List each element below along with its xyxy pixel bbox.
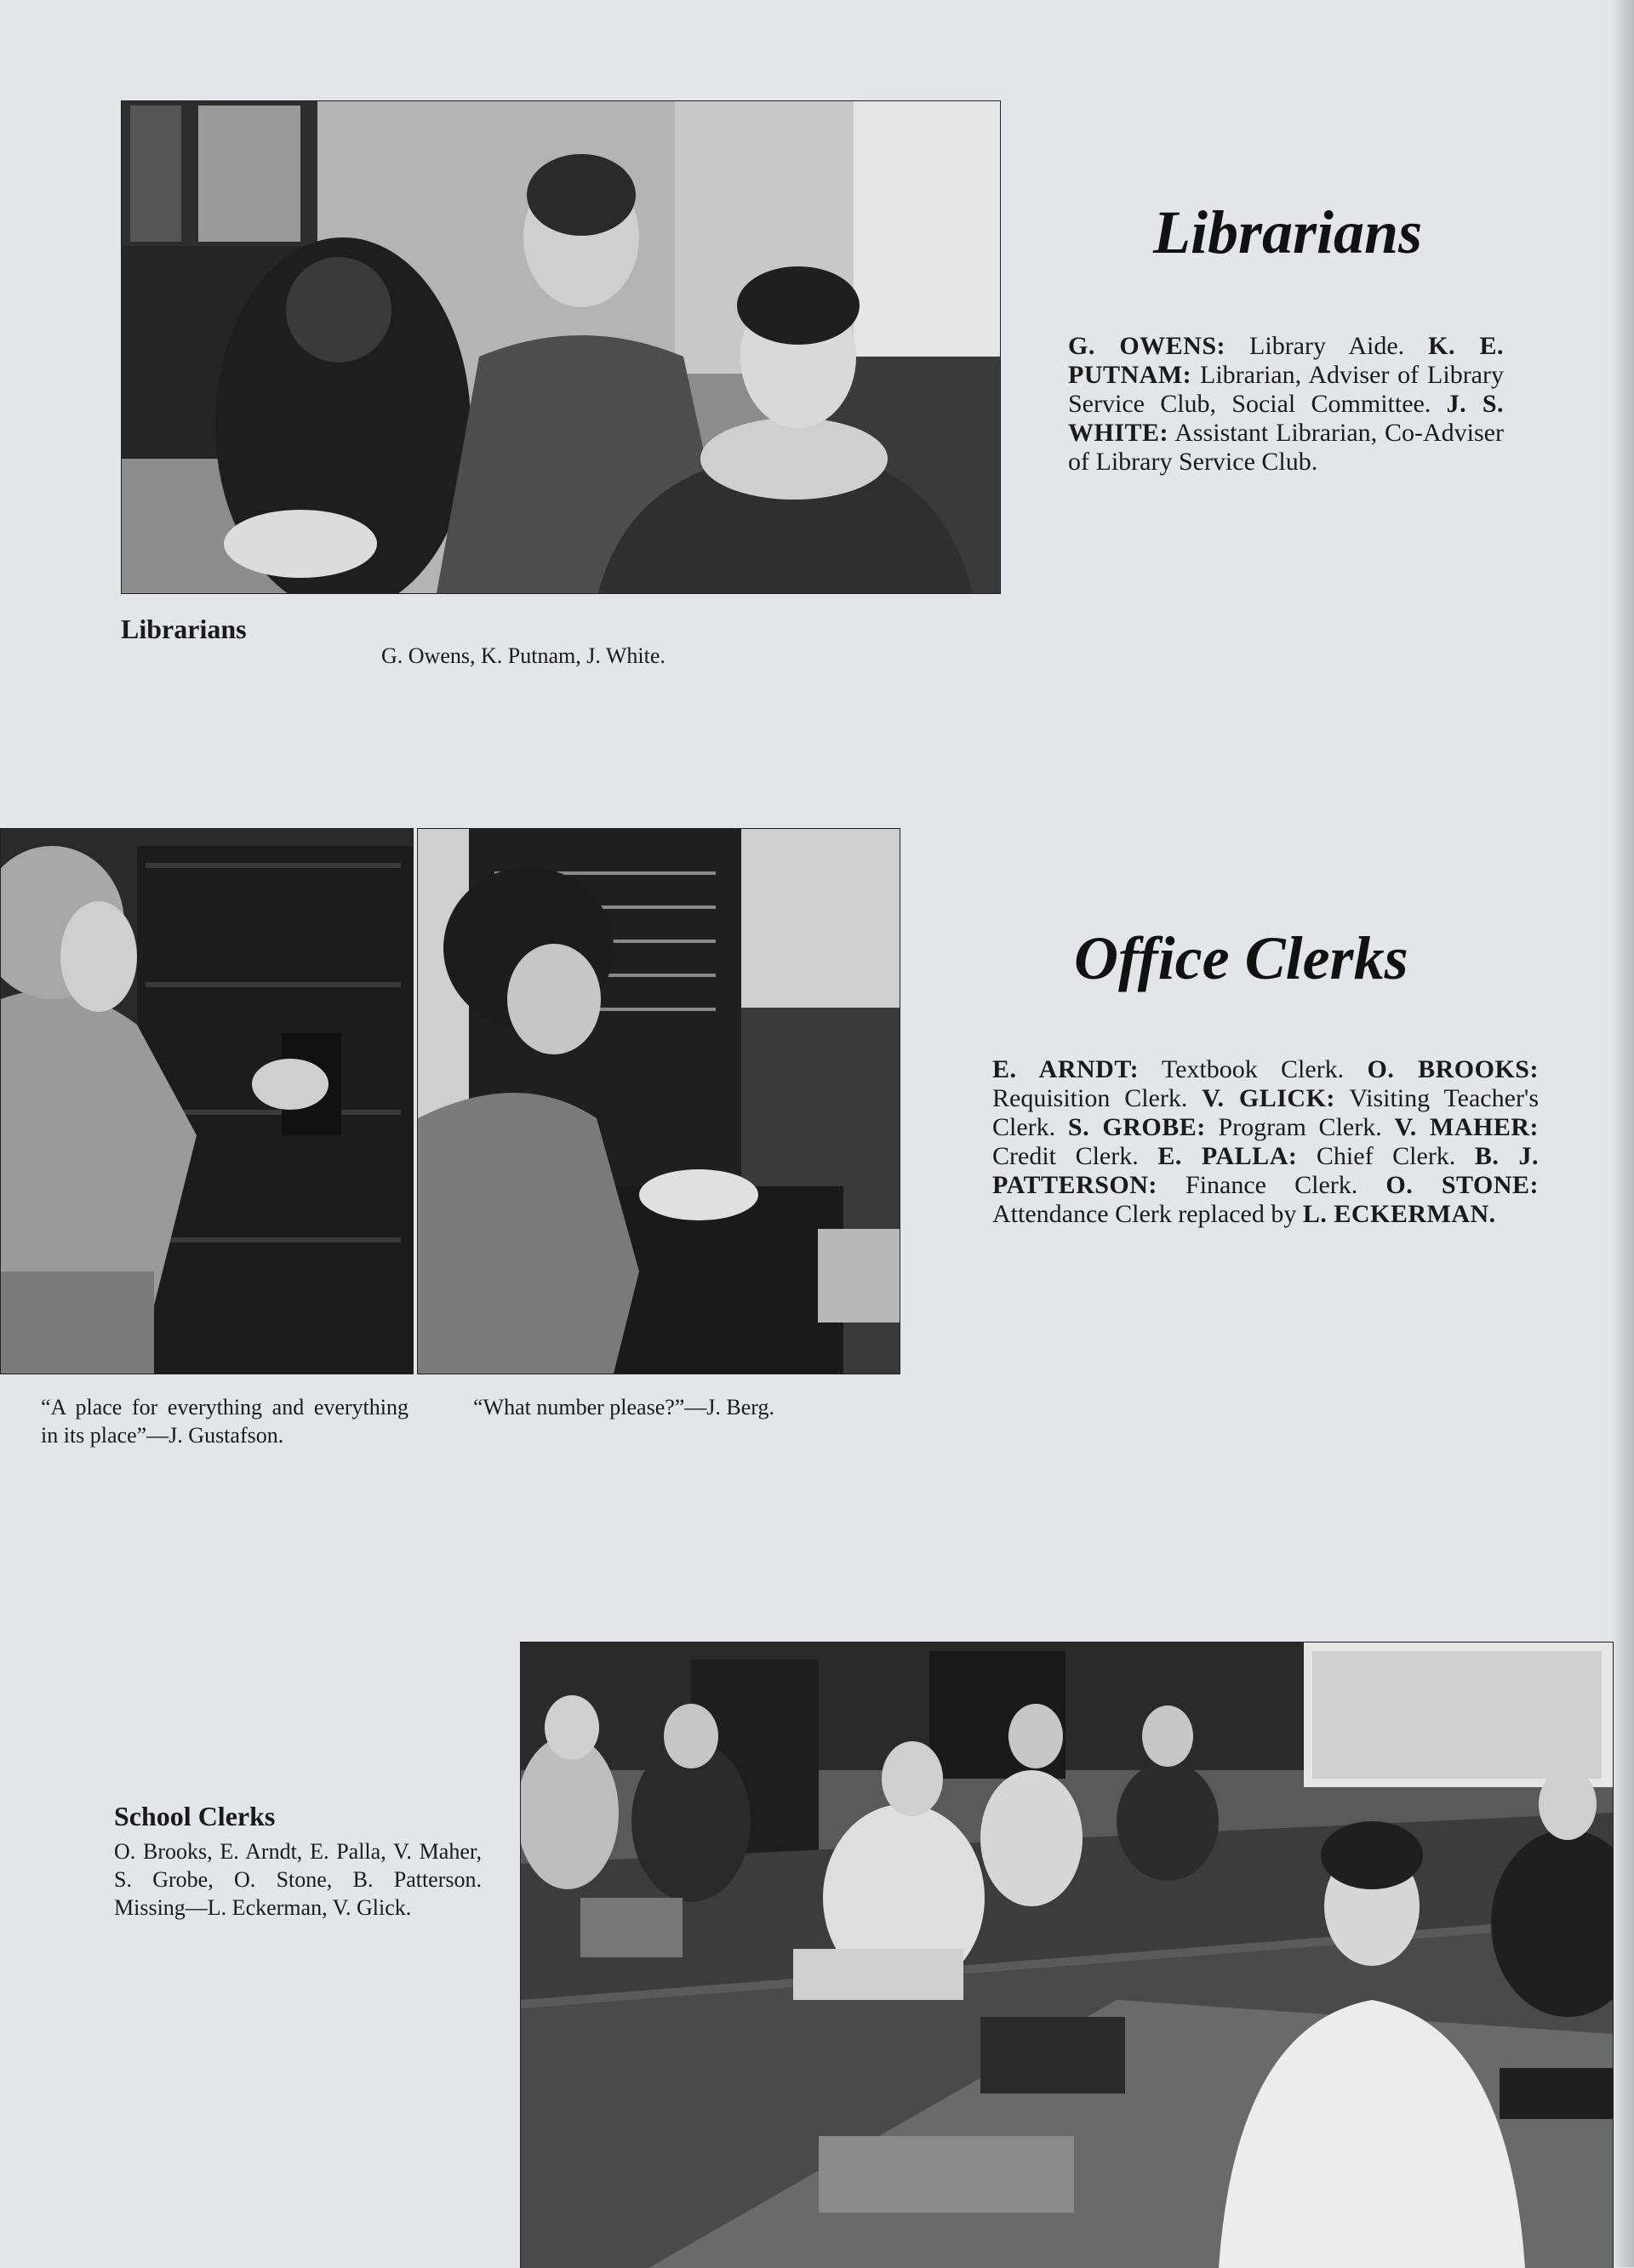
roster-name: J. S. WHITE: <box>1068 390 1505 447</box>
roster-role: Librarian, Adviser of Library Service Club, Social Committee. <box>1068 361 1504 418</box>
roster-name: G. OWENS: <box>1068 332 1226 360</box>
roster-role: Attendance Clerk replaced by <box>992 1200 1303 1228</box>
office-clerks-heading: Office Clerks <box>1074 924 1408 992</box>
roster-role: Visiting Teacher's Clerk. <box>992 1084 1540 1141</box>
school-clerks-caption-title: School Clerks <box>114 1801 276 1831</box>
roster-role: Assistant Librarian, Co-Adviser of Library Service Club. <box>1068 419 1504 476</box>
school-clerks-caption: O. Brooks, E. Arndt, E. Palla, V. Maher, S. Grobe, O. Stone, B. Patterson. Missing—L. Eckerman, V. Glick. <box>114 1839 482 1920</box>
librarians-caption-title: Librarians <box>121 614 247 644</box>
roster-role: Credit Clerk. <box>992 1142 1158 1170</box>
roster-name: E. PALLA: <box>1157 1142 1298 1170</box>
librarians-caption: G. Owens, K. Putnam, J. White. <box>381 643 666 668</box>
filing-clerk-photo <box>0 828 414 1374</box>
librarians-heading: Librarians <box>1153 198 1423 266</box>
office-clerks-roster <box>992 1055 1539 1229</box>
roster-name: K. E. PUTNAM: <box>1068 332 1504 389</box>
roster-role: Program Clerk. <box>1205 1113 1395 1141</box>
roster-name: E. ARNDT: <box>992 1055 1140 1083</box>
roster-name: O. BROOKS: <box>1367 1055 1539 1083</box>
roster-role: Finance Clerk. <box>1157 1171 1386 1199</box>
roster-name: B. J. PATTERSON: <box>992 1142 1539 1199</box>
librarians-roster <box>1068 332 1504 477</box>
roster-role: Textbook Clerk. <box>1139 1055 1368 1083</box>
page-edge-shadow <box>1612 0 1634 2267</box>
roster-name: V. GLICK: <box>1202 1084 1335 1112</box>
roster-name: S. GROBE: <box>1067 1113 1206 1141</box>
roster-role: Requisition Clerk. <box>992 1084 1203 1112</box>
roster-name: V. MAHER: <box>1394 1113 1540 1141</box>
telephone-operator-photo <box>417 828 900 1374</box>
librarians-photo <box>121 100 1001 594</box>
roster-name: O. STONE: <box>1385 1171 1539 1199</box>
roster-name: L. ECKERMAN. <box>1302 1200 1496 1228</box>
school-clerks-photo <box>520 1642 1614 2268</box>
telephone-operator-caption: “What number please?”—J. Berg. <box>473 1395 774 1420</box>
filing-clerk-caption: “A place for everything and everything in its place”—J. Gustafson. <box>41 1395 408 1448</box>
roster-role: Library Aide. <box>1226 332 1429 360</box>
roster-role: Chief Clerk. <box>1297 1142 1475 1170</box>
